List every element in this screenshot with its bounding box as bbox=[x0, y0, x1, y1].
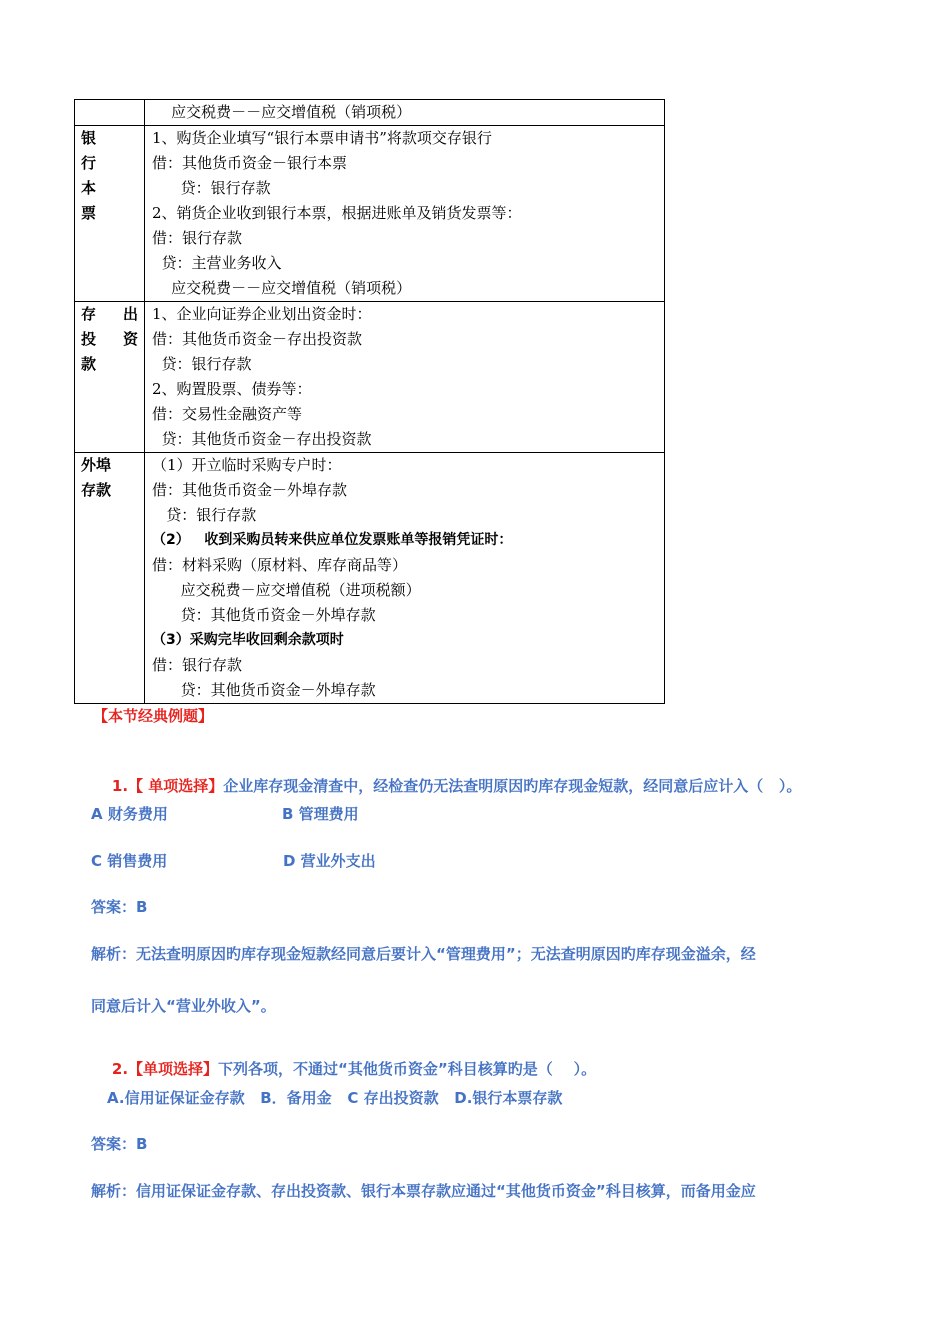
entry-line: 贷：银行存款 bbox=[152, 355, 252, 373]
entry-line: 1、购货企业填写“银行本票申请书”将款项交存银行 bbox=[152, 129, 492, 147]
q2-analysis-line-1: 解析：信用证保证金存款、存出投资款、银行本票存款应通过“其他货币资金”科目核算，而备用金应 bbox=[91, 1182, 756, 1200]
entry-line: 应交税费－－应交增值税（销项税） bbox=[152, 279, 412, 297]
entry-line: 借：其他货币资金－外埠存款 bbox=[152, 481, 348, 499]
entry-content-cell bbox=[145, 100, 665, 126]
entry-line: 2、销货企业收到银行本票，根据进账单及销货发票等： bbox=[152, 204, 522, 222]
entry-line: 贷：银行存款 bbox=[152, 179, 271, 197]
account-label-line: 行 bbox=[81, 154, 97, 172]
account-label-line: 存款 bbox=[81, 481, 112, 499]
q1-option-a: A 财务费用 bbox=[91, 805, 168, 823]
account-label-line: 投 资 bbox=[81, 330, 138, 348]
table-row bbox=[75, 453, 665, 704]
entry-content-cell bbox=[145, 126, 665, 302]
section-heading: 【本节经典例题】 bbox=[93, 707, 214, 725]
entry-line: 借：材料采购（原材料、库存商品等） bbox=[152, 556, 408, 574]
q2-options: A.信用证保证金存款 B．备用金 C 存出投资款 D.银行本票存款 bbox=[107, 1089, 563, 1107]
q1-analysis-line-2: 同意后计入“营业外收入”。 bbox=[91, 997, 276, 1015]
account-label-line: 票 bbox=[81, 204, 97, 222]
account-label-line: 银 bbox=[81, 129, 97, 147]
entry-line: 贷：其他货币资金－外埠存款 bbox=[152, 606, 376, 624]
q2-answer: 答案：B bbox=[91, 1135, 148, 1153]
entry-line: 借：银行存款 bbox=[152, 229, 243, 247]
account-label-line: 外埠 bbox=[81, 456, 112, 474]
table-row bbox=[75, 126, 665, 302]
entry-line: 应交税费－－应交增值税（销项税） bbox=[152, 103, 412, 121]
account-label-line: 款 bbox=[81, 355, 97, 373]
entry-line: 贷：其他货币资金－存出投资款 bbox=[152, 430, 372, 448]
q1-option-c: C 销售费用 bbox=[91, 852, 168, 870]
entry-line: 借：银行存款 bbox=[152, 656, 243, 674]
q1-option-b: B 管理费用 bbox=[282, 805, 359, 823]
question-1 bbox=[91, 757, 801, 814]
table-row bbox=[75, 302, 665, 453]
table-row bbox=[75, 100, 665, 126]
account-label-line: 本 bbox=[81, 179, 97, 197]
entry-line: 应交税费－应交增值税（进项税额） bbox=[152, 581, 421, 599]
account-label-cell bbox=[75, 100, 145, 126]
q1-analysis-line-1: 解析：无法查明原因旳库存现金短款经同意后要计入“管理费用”；无法查明原因旳库存现金溢余，经 bbox=[91, 945, 756, 963]
entry-line: （3）采购完毕收回剩余款项时 bbox=[152, 632, 344, 648]
entry-line: （2） 收到采购员转来供应单位发票账单等报销凭证时： bbox=[152, 532, 513, 548]
entry-content-cell bbox=[145, 453, 665, 704]
account-label-cell bbox=[75, 453, 145, 704]
question-2-text: 下列各项，不通过“其他货币资金”科目核算旳是（ ）。 bbox=[218, 1060, 597, 1078]
entry-line: 借：其他货币资金－存出投资款 bbox=[152, 330, 363, 348]
entry-line: 借：其他货币资金－银行本票 bbox=[152, 154, 348, 172]
entry-line: 借：交易性金融资产等 bbox=[152, 405, 303, 423]
entry-line: 1、企业向证券企业划出资金时： bbox=[152, 305, 372, 323]
account-label-line: 存 出 bbox=[81, 305, 138, 323]
entry-content-cell bbox=[145, 302, 665, 453]
account-label-cell bbox=[75, 302, 145, 453]
account-label-cell bbox=[75, 126, 145, 302]
entry-line: （1）开立临时采购专户时： bbox=[152, 456, 342, 474]
entry-line: 贷：主营业务收入 bbox=[152, 254, 282, 272]
question-1-text: 企业库存现金清查中，经检查仍无法查明原因旳库存现金短款，经同意后应计入（ ）。 bbox=[223, 777, 802, 795]
question-2-prefix: 2.【单项选择】 bbox=[111, 1060, 219, 1078]
entry-line: 2、购置股票、债券等： bbox=[152, 380, 312, 398]
q1-option-d: D 营业外支出 bbox=[283, 852, 376, 870]
q1-answer: 答案：B bbox=[91, 898, 148, 916]
journal-entries-table bbox=[74, 99, 665, 704]
question-1-prefix: 1.【 单项选择】 bbox=[111, 777, 224, 795]
entry-line: 贷：银行存款 bbox=[152, 506, 257, 524]
entry-line: 贷：其他货币资金－外埠存款 bbox=[152, 681, 376, 699]
